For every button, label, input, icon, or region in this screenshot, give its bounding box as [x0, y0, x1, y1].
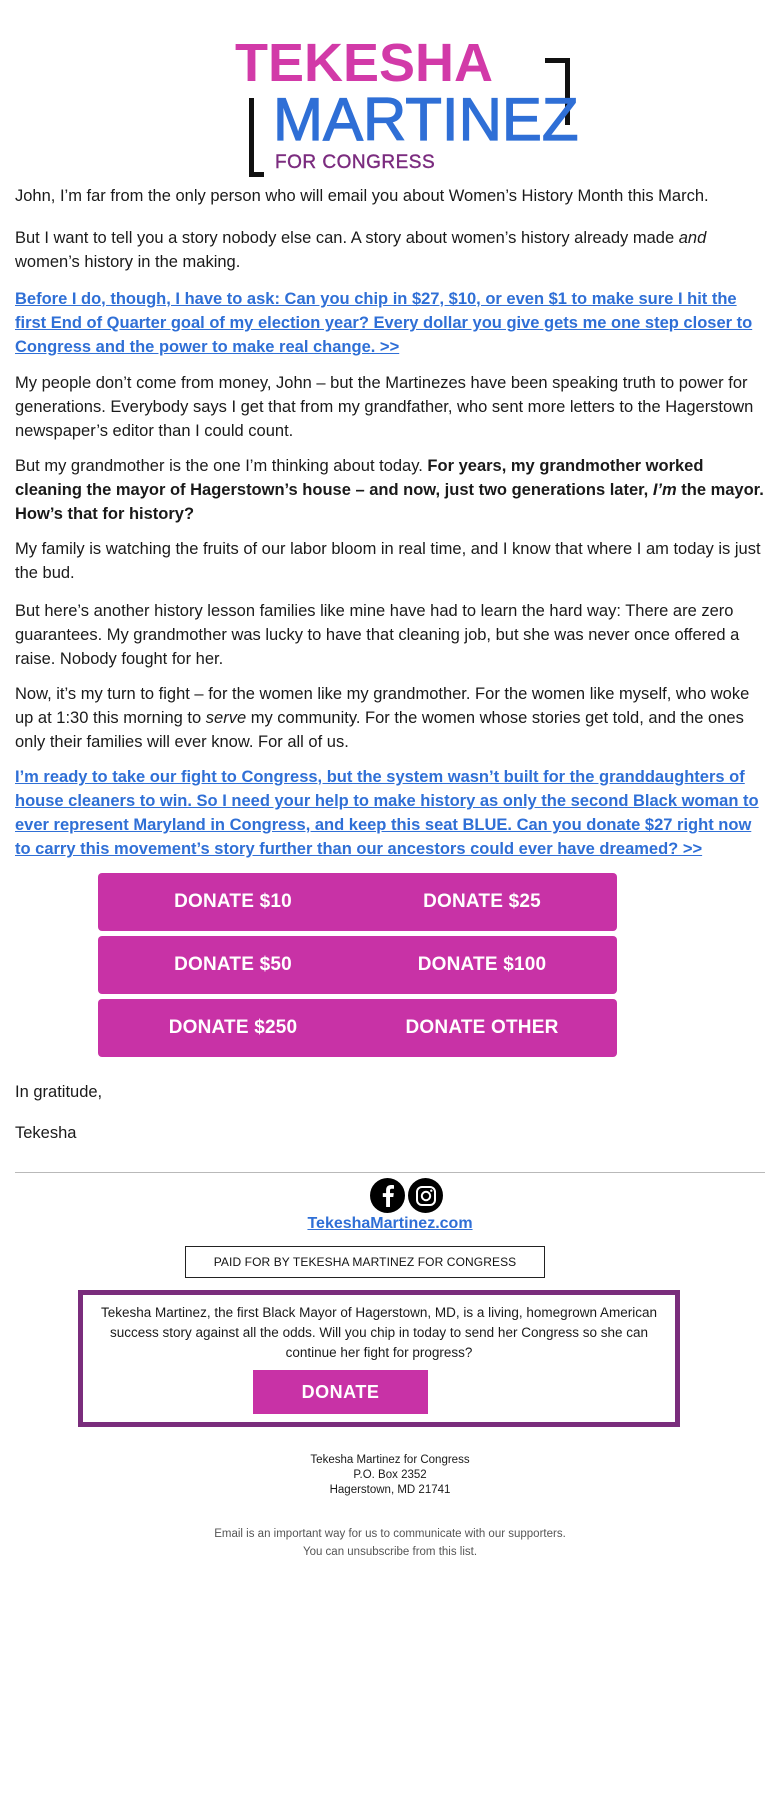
mailing-address [15, 1453, 765, 1498]
paragraph-text: John, I’m far from the only person who will email you about Women’s History Month this March. [15, 187, 709, 205]
campaign-logo [235, 33, 585, 176]
cta-link-2-wrap [15, 765, 765, 861]
emphasis: serve [205, 709, 247, 727]
signoff [15, 1080, 765, 1104]
paragraph-my-turn [15, 682, 765, 754]
logo-bracket-left [249, 98, 264, 177]
unsubscribe-link[interactable]: You can unsubscribe from this list. [302, 1546, 478, 1558]
paragraph-text: But here’s another history lesson families like mine have had to learn the hard way: There are zero guarantees. My grandmother was lucky to have that cleaning job, but she was never once offered a raise. Nobody fought for her. [15, 602, 740, 668]
cta-link-1-wrap [15, 287, 765, 359]
donate-other-button[interactable]: DONATE OTHER [347, 999, 617, 1057]
logo-first-name: TEKESHA [235, 33, 494, 93]
paragraph-text: My people don’t come from money, John – but the Martinezes have been speaking truth to power for generations. Everybody says I get that from my grandfather, who sent more letters to the Hagerstown newspaper’s editor than I could count. [15, 374, 754, 440]
cta-link-donate-27[interactable]: I’m ready to take our fight to Congress, but the system wasn’t built for the granddaughters of house cleaners to win. So I need your help to make history as only the second Black woman to ever represent Maryland in Congress, and keep this seat BLUE. Can you donate $27 right now to carry this movement’s story further than our ancestors could ever have dreamed? >> [15, 768, 759, 858]
instagram-icon[interactable] [408, 1178, 443, 1213]
donate-10-button[interactable]: DONATE $10 [98, 873, 368, 931]
bold-emphasis: I’m [652, 481, 677, 499]
paragraph-grandmother [15, 454, 765, 526]
signature-text: Tekesha [15, 1124, 77, 1142]
paragraph-intro [15, 184, 765, 208]
bold-text: For years, my grandmother worked cleaning the mayor of Hagerstown’s house – and now, just two generations later, [15, 457, 704, 499]
paragraph-text: My family is watching the fruits of our labor bloom in real time, and I know that where I am today is just the bud. [15, 540, 761, 582]
paragraph-text [15, 226, 765, 274]
address-line: Tekesha Martinez for Congress [310, 1454, 470, 1466]
logo-tagline: FOR CONGRESS [275, 152, 436, 173]
signature [15, 1121, 765, 1145]
promo-donate-button[interactable]: DONATE [253, 1370, 428, 1414]
donate-100-button[interactable]: DONATE $100 [347, 936, 617, 994]
address-line: P.O. Box 2352 [353, 1469, 427, 1481]
paragraph-family [15, 371, 765, 443]
unsubscribe-note [15, 1525, 765, 1561]
signoff-text: In gratitude, [15, 1083, 103, 1101]
promo-text: Tekesha Martinez, the first Black Mayor of Hagerstown, MD, is a living, homegrown American success story against all the odds. Will you chip in today to send her Congress so she can continue her fight for progress? [101, 1305, 657, 1360]
text-run: my community. For the women whose stories get told, and the ones only their families will ever know. For all of us. [15, 709, 744, 751]
donate-25-button[interactable]: DONATE $25 [347, 873, 617, 931]
bold-text: the mayor. How’s that for history? [15, 481, 764, 523]
logo-last-name: MARTINEZ [273, 86, 579, 153]
text-run: But I want to tell you a story nobody else can. A story about women’s history already made [15, 229, 679, 247]
address-line: Hagerstown, MD 21741 [329, 1484, 451, 1496]
website-link[interactable]: TekeshaMartinez.com [307, 1215, 473, 1232]
social-links [370, 1178, 443, 1214]
text-run: women’s history in the making. [15, 253, 241, 271]
paragraph-history-lesson [15, 599, 765, 671]
cta-link-chip-in[interactable]: Before I do, though, I have to ask: Can you chip in $27, $10, or even $1 to make sure I hit the first End of Quarter goal of my election year? Every dollar you give gets me one step closer to Congress and the power to make real change. >> [15, 290, 753, 356]
footer-divider [15, 1172, 765, 1173]
emphasis: and [678, 229, 707, 247]
note-line: Email is an important way for us to communicate with our supporters. [214, 1528, 566, 1540]
donate-50-button[interactable]: DONATE $50 [98, 936, 368, 994]
paid-for-disclaimer: PAID FOR BY TEKESHA MARTINEZ FOR CONGRESS [185, 1246, 545, 1278]
facebook-icon[interactable] [370, 1178, 405, 1213]
promo-box [78, 1290, 680, 1427]
text-run: Now, it’s my turn to fight – for the women like my grandmother. For the women like myself, who woke up at 1:30 this morning to [15, 685, 750, 727]
paragraph-story [15, 226, 765, 274]
paragraph-text [15, 682, 765, 754]
paragraph-text [15, 454, 765, 526]
paragraph-bloom [15, 537, 765, 585]
donate-250-button[interactable]: DONATE $250 [98, 999, 368, 1057]
text-run: But my grandmother is the one I’m thinking about today. [15, 457, 428, 475]
